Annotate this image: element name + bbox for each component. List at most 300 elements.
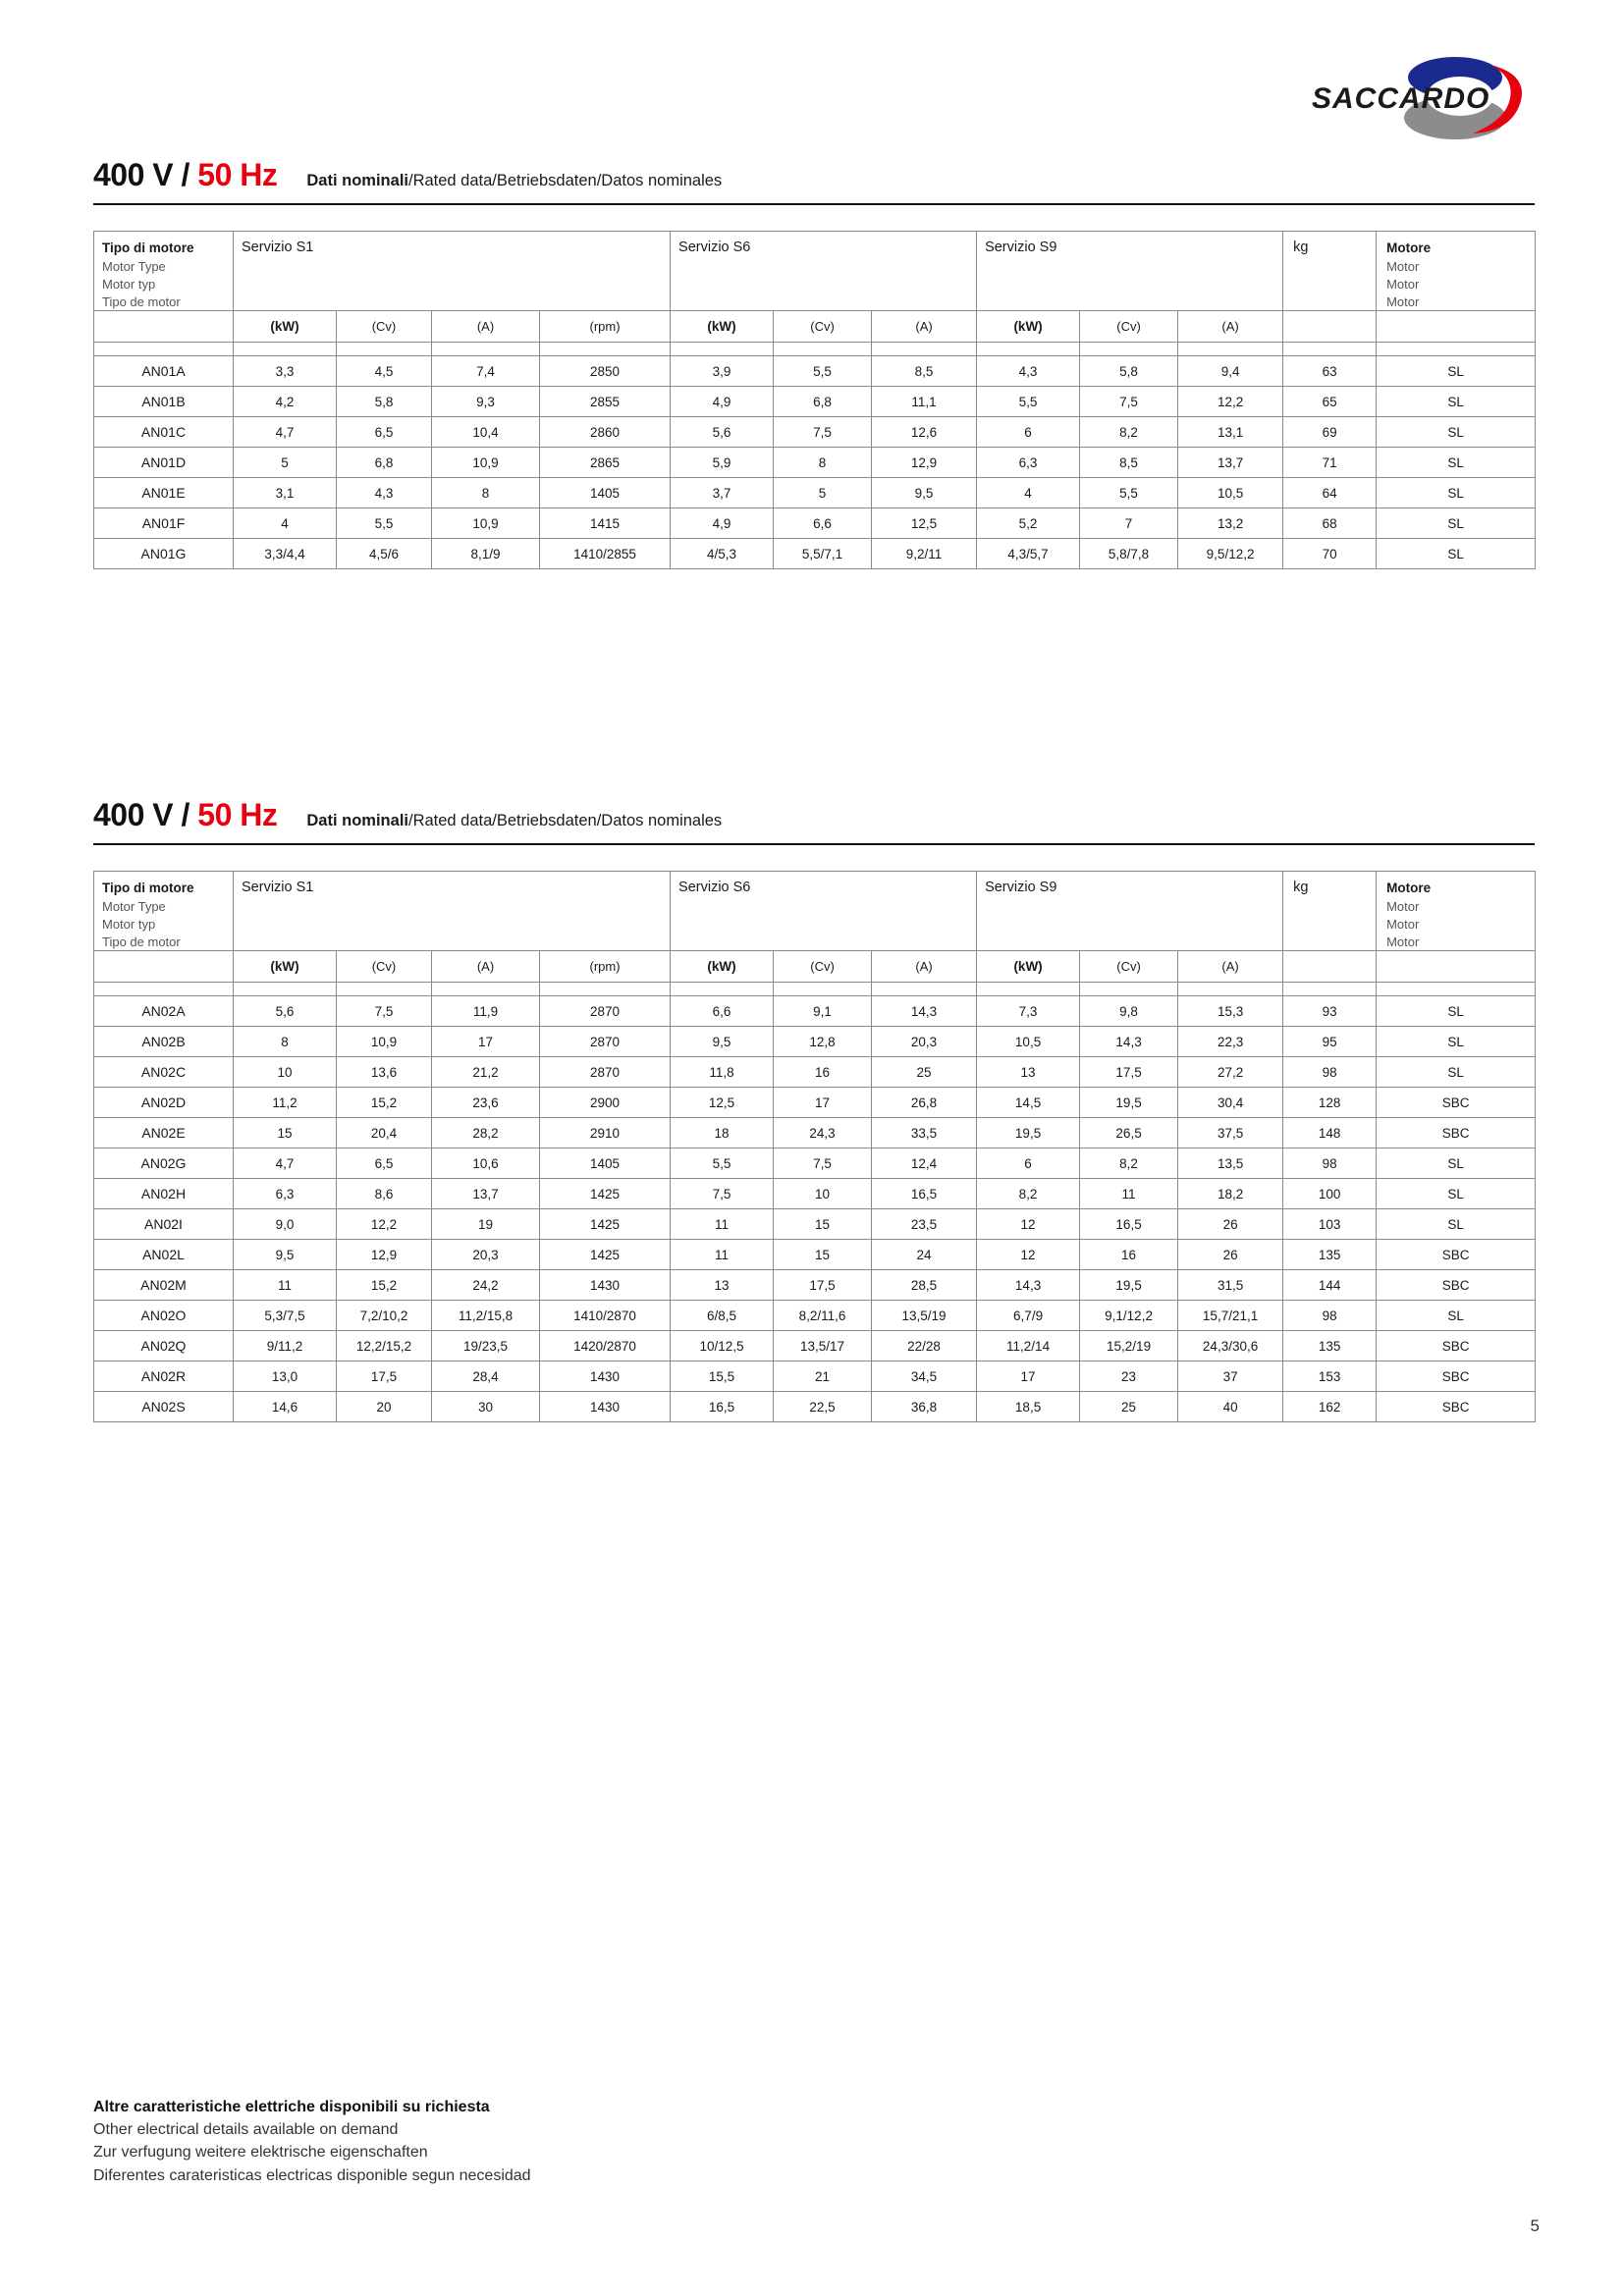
data-cell: SBC [1377,1270,1536,1301]
header-line: Motor Type [102,258,166,274]
unit-cell: (Cv) [1080,311,1178,343]
data-cell: 11,2 [234,1088,337,1118]
data-cell: 16 [774,1057,872,1088]
motor-type-cell: AN02H [94,1179,234,1209]
unit-cell [1283,311,1377,343]
data-cell: 5,5 [671,1148,774,1179]
data-cell: 17,5 [1080,1057,1178,1088]
motor-type-cell: AN02E [94,1118,234,1148]
data-cell: 162 [1283,1392,1377,1422]
section-400v-50hz-1 [93,157,1535,569]
data-cell: 64 [1283,478,1377,508]
data-cell: 20,4 [337,1118,432,1148]
spacer-cell [540,343,671,356]
data-cell: 10/12,5 [671,1331,774,1362]
spacer-cell [234,343,337,356]
data-cell: 14,3 [1080,1027,1178,1057]
data-cell: 5,8 [1080,356,1178,387]
svg-text:SACCARDO: SACCARDO [1312,82,1490,115]
spacer-cell [1178,983,1283,996]
data-cell: SBC [1377,1331,1536,1362]
data-cell: 1420/2870 [540,1331,671,1362]
spacer-cell [1080,343,1178,356]
data-cell: 13,7 [1178,448,1283,478]
data-cell: 16,5 [671,1392,774,1422]
unit-cell: (A) [1178,311,1283,343]
data-cell: 103 [1283,1209,1377,1240]
data-cell: 5,2 [977,508,1080,539]
data-cell: 9,8 [1080,996,1178,1027]
data-cell: 5,5 [774,356,872,387]
table-spacer-row [94,343,1536,356]
header-kg: kg [1283,232,1377,311]
data-cell: 19/23,5 [432,1331,540,1362]
data-cell: 71 [1283,448,1377,478]
data-cell: 20,3 [432,1240,540,1270]
data-cell: 100 [1283,1179,1377,1209]
unit-cell: (Cv) [337,951,432,983]
unit-cell [1377,951,1536,983]
table-units-row [94,311,1536,343]
data-cell: 25 [1080,1392,1178,1422]
data-cell: 7,5 [671,1179,774,1209]
data-cell: 11 [671,1240,774,1270]
table-row [94,1057,1536,1088]
data-cell: 5,6 [234,996,337,1027]
data-cell: 12,9 [337,1240,432,1270]
data-cell: 15,5 [671,1362,774,1392]
data-cell: 12,2/15,2 [337,1331,432,1362]
data-cell: 8,6 [337,1179,432,1209]
unit-cell: (Cv) [774,311,872,343]
data-cell: SBC [1377,1118,1536,1148]
table-row [94,1362,1536,1392]
motor-type-cell: AN02S [94,1392,234,1422]
table-row [94,1301,1536,1331]
data-cell: 9,5/12,2 [1178,539,1283,569]
section-subtitle [306,812,722,830]
data-cell: 23 [1080,1362,1178,1392]
spacer-cell [1283,983,1377,996]
spacer-cell [671,983,774,996]
data-cell: 65 [1283,387,1377,417]
data-cell: 10,9 [337,1027,432,1057]
unit-cell: (Cv) [1080,951,1178,983]
data-cell: 24,2 [432,1270,540,1301]
motor-type-cell: AN01F [94,508,234,539]
data-cell: 15,2 [337,1088,432,1118]
spacer-cell [977,983,1080,996]
saccardo-logo [1298,51,1543,141]
unit-cell: (rpm) [540,951,671,983]
data-cell: 4,3 [337,478,432,508]
data-cell: 2860 [540,417,671,448]
data-cell: 1405 [540,1148,671,1179]
data-cell: 7 [1080,508,1178,539]
data-cell: 18,2 [1178,1179,1283,1209]
data-cell: 7,5 [774,417,872,448]
data-cell: 8,2 [1080,417,1178,448]
data-cell: 17 [977,1362,1080,1392]
header-line: Motore [1386,881,1432,895]
data-cell: 23,6 [432,1088,540,1118]
data-cell: 17,5 [774,1270,872,1301]
data-cell: 1430 [540,1362,671,1392]
spec-table-2 [93,871,1536,1422]
data-cell: 2870 [540,1057,671,1088]
data-cell: SL [1377,1148,1536,1179]
header-servizio-s6: Servizio S6 [671,872,977,951]
data-cell: 11,2/14 [977,1331,1080,1362]
data-cell: 10,4 [432,417,540,448]
data-cell: 6,6 [774,508,872,539]
header-motore [1377,232,1536,311]
data-cell: 19,5 [1080,1088,1178,1118]
table-row [94,1148,1536,1179]
data-cell: 11,2/15,8 [432,1301,540,1331]
data-cell: 24 [872,1240,977,1270]
data-cell: SL [1377,356,1536,387]
motor-type-cell: AN02R [94,1362,234,1392]
spacer-cell [872,343,977,356]
data-cell: 25 [872,1057,977,1088]
data-cell: 12,4 [872,1148,977,1179]
data-cell: 9,0 [234,1209,337,1240]
data-cell: 13 [977,1057,1080,1088]
data-cell: 93 [1283,996,1377,1027]
data-cell: 4,5/6 [337,539,432,569]
motor-type-cell: AN01D [94,448,234,478]
data-cell: 6,5 [337,417,432,448]
data-cell: 98 [1283,1148,1377,1179]
data-cell: 10,5 [1178,478,1283,508]
data-cell: 2870 [540,1027,671,1057]
data-cell: 13,5/17 [774,1331,872,1362]
data-cell: 36,8 [872,1392,977,1422]
table-row [94,417,1536,448]
data-cell: 68 [1283,508,1377,539]
data-cell: 30 [432,1392,540,1422]
data-cell: 6 [977,417,1080,448]
data-cell: 14,3 [977,1270,1080,1301]
data-cell: 15,7/21,1 [1178,1301,1283,1331]
data-cell: 8,2 [977,1179,1080,1209]
data-cell: 15 [774,1240,872,1270]
data-cell: 6 [977,1148,1080,1179]
table-row [94,1240,1536,1270]
header-servizio-s9: Servizio S9 [977,232,1283,311]
header-line: Tipo de motor [102,934,181,949]
data-cell: 8,1/9 [432,539,540,569]
data-cell: 8,2 [1080,1148,1178,1179]
data-cell: 22/28 [872,1331,977,1362]
data-cell: 16 [1080,1240,1178,1270]
data-cell: 18 [671,1118,774,1148]
data-cell: 13,6 [337,1057,432,1088]
data-cell: 30,4 [1178,1088,1283,1118]
table-row [94,1118,1536,1148]
data-cell: 40 [1178,1392,1283,1422]
data-cell: 2910 [540,1118,671,1148]
data-cell: 6,7/9 [977,1301,1080,1331]
data-cell: 95 [1283,1027,1377,1057]
data-cell: 26 [1178,1240,1283,1270]
data-cell: 63 [1283,356,1377,387]
data-cell: 26 [1178,1209,1283,1240]
data-cell: 21,2 [432,1057,540,1088]
data-cell: 8 [234,1027,337,1057]
unit-cell: (A) [1178,951,1283,983]
data-cell: 11,9 [432,996,540,1027]
data-cell: 10 [774,1179,872,1209]
data-cell: 6,3 [977,448,1080,478]
data-cell: 3,3/4,4 [234,539,337,569]
data-cell: 13,0 [234,1362,337,1392]
data-cell: 11,8 [671,1057,774,1088]
data-cell: 33,5 [872,1118,977,1148]
data-cell: 70 [1283,539,1377,569]
data-cell: 148 [1283,1118,1377,1148]
data-cell: SL [1377,1057,1536,1088]
data-cell: 12,2 [337,1209,432,1240]
header-line: Motor typ [102,916,156,932]
data-cell: 6/8,5 [671,1301,774,1331]
spacer-cell [94,983,234,996]
motor-type-cell: AN02C [94,1057,234,1088]
subtitle-rest: /Rated data/Betriebsdaten/Datos nominales [407,812,723,829]
data-cell: 5,6 [671,417,774,448]
data-cell: 4,9 [671,508,774,539]
spacer-cell [872,983,977,996]
data-cell: 21 [774,1362,872,1392]
page-number: 5 [1530,2216,1540,2235]
spacer-cell [1080,983,1178,996]
motor-type-cell: AN02G [94,1148,234,1179]
spacer-cell [540,983,671,996]
header-line: Motor [1386,276,1420,292]
motor-type-cell: AN02B [94,1027,234,1057]
unit-cell: (A) [872,951,977,983]
data-cell: 7,4 [432,356,540,387]
table-row [94,356,1536,387]
table-body-2 [94,996,1536,1422]
data-cell: 98 [1283,1057,1377,1088]
data-cell: 69 [1283,417,1377,448]
motor-type-cell: AN02I [94,1209,234,1240]
spacer-cell [774,983,872,996]
data-cell: SL [1377,1301,1536,1331]
data-cell: 2900 [540,1088,671,1118]
data-cell: 12 [977,1240,1080,1270]
data-cell: SBC [1377,1088,1536,1118]
data-cell: 4 [234,508,337,539]
data-cell: 7,3 [977,996,1080,1027]
table-spacer-row [94,983,1536,996]
header-line: Motor [1386,294,1420,309]
table-row [94,996,1536,1027]
table-row [94,539,1536,569]
data-cell: 9,1/12,2 [1080,1301,1178,1331]
note-line-4: Diferentes carateristicas electricas disponible segun necesidad [93,2166,531,2184]
data-cell: SBC [1377,1240,1536,1270]
motor-type-cell: AN02L [94,1240,234,1270]
note-line-1: Altre caratteristiche elettriche disponibili su richiesta [93,2099,490,2115]
unit-cell: (A) [432,311,540,343]
section-title [93,157,1535,199]
data-cell: 4,3/5,7 [977,539,1080,569]
data-cell: 2870 [540,996,671,1027]
data-cell: 4,9 [671,387,774,417]
header-servizio-s6: Servizio S6 [671,232,977,311]
subtitle-rest: /Rated data/Betriebsdaten/Datos nominales [407,172,723,189]
data-cell: 27,2 [1178,1057,1283,1088]
header-line: Motor Type [102,898,166,914]
data-cell: 153 [1283,1362,1377,1392]
unit-cell: (A) [432,951,540,983]
data-cell: 24,3 [774,1118,872,1148]
spacer-cell [1377,343,1536,356]
data-cell: 4,7 [234,1148,337,1179]
data-cell: 16,5 [1080,1209,1178,1240]
motor-type-cell: AN02O [94,1301,234,1331]
data-cell: SL [1377,539,1536,569]
header-motore [1377,872,1536,951]
table-row [94,478,1536,508]
voltage-label: 400 V / [93,157,198,192]
data-cell: 10,6 [432,1148,540,1179]
data-cell: 11 [234,1270,337,1301]
data-cell: 1425 [540,1240,671,1270]
spacer-cell [337,983,432,996]
data-cell: 11 [671,1209,774,1240]
data-cell: 5,5 [1080,478,1178,508]
spacer-cell [1178,343,1283,356]
data-cell: 9,5 [872,478,977,508]
title-divider [93,843,1535,845]
unit-cell: (kW) [977,311,1080,343]
data-cell: 9,3 [432,387,540,417]
data-cell: 37 [1178,1362,1283,1392]
data-cell: 6,3 [234,1179,337,1209]
data-cell: 4,5 [337,356,432,387]
data-cell: 11,1 [872,387,977,417]
header-kg: kg [1283,872,1377,951]
unit-cell: (A) [872,311,977,343]
data-cell: 2850 [540,356,671,387]
data-cell: 4,7 [234,417,337,448]
data-cell: SL [1377,448,1536,478]
spacer-cell [337,343,432,356]
spacer-cell [432,983,540,996]
data-cell: 9,4 [1178,356,1283,387]
header-servizio-s9: Servizio S9 [977,872,1283,951]
data-cell: 7,5 [774,1148,872,1179]
header-line: Tipo di motore [102,240,194,255]
spacer-cell [1377,983,1536,996]
table-row [94,1027,1536,1057]
spacer-cell [671,343,774,356]
data-cell: 12,6 [872,417,977,448]
motor-type-cell: AN01E [94,478,234,508]
data-cell: SBC [1377,1392,1536,1422]
data-cell: 7,5 [337,996,432,1027]
motor-type-cell: AN01G [94,539,234,569]
data-cell: 12,8 [774,1027,872,1057]
data-cell: 1430 [540,1270,671,1301]
data-cell: 28,5 [872,1270,977,1301]
motor-type-cell: AN02D [94,1088,234,1118]
data-cell: 8,5 [872,356,977,387]
data-cell: 20,3 [872,1027,977,1057]
data-cell: 1425 [540,1179,671,1209]
data-cell: SL [1377,996,1536,1027]
data-cell: 31,5 [1178,1270,1283,1301]
motor-type-cell: AN02M [94,1270,234,1301]
data-cell: 5,3/7,5 [234,1301,337,1331]
data-cell: 6,6 [671,996,774,1027]
header-servizio-s1: Servizio S1 [234,232,671,311]
data-cell: 11 [1080,1179,1178,1209]
data-cell: 15,2/19 [1080,1331,1178,1362]
data-cell: 15 [774,1209,872,1240]
header-line: Motor [1386,916,1420,932]
data-cell: 3,3 [234,356,337,387]
data-cell: 1410/2870 [540,1301,671,1331]
data-cell: SL [1377,1179,1536,1209]
data-cell: 13,2 [1178,508,1283,539]
subtitle-bold: Dati nominali [306,172,408,189]
data-cell: 98 [1283,1301,1377,1331]
title-divider [93,203,1535,205]
data-cell: 12,9 [872,448,977,478]
data-cell: SL [1377,387,1536,417]
data-cell: 37,5 [1178,1118,1283,1148]
section-400v-50hz-2 [93,797,1535,1422]
data-cell: 3,7 [671,478,774,508]
unit-cell [94,951,234,983]
data-cell: 5,9 [671,448,774,478]
data-cell: 14,3 [872,996,977,1027]
data-cell: 3,1 [234,478,337,508]
motor-type-cell: AN01A [94,356,234,387]
subtitle-bold: Dati nominali [306,812,408,829]
spacer-cell [977,343,1080,356]
data-cell: 13,7 [432,1179,540,1209]
data-cell: 13,5 [1178,1148,1283,1179]
spacer-cell [774,343,872,356]
motor-type-cell: AN02Q [94,1331,234,1362]
table-header-groups [94,872,1536,951]
note-line-3: Zur verfugung weitere elektrische eigenschaften [93,2144,428,2162]
table-row [94,448,1536,478]
data-cell: 14,5 [977,1088,1080,1118]
data-cell: 1410/2855 [540,539,671,569]
data-cell: 10 [234,1057,337,1088]
header-line: Motor [1386,258,1420,274]
data-cell: 6,8 [337,448,432,478]
data-cell: 12,2 [1178,387,1283,417]
data-cell: 5 [234,448,337,478]
unit-cell: (kW) [234,311,337,343]
header-motor-type [94,872,234,951]
data-cell: 9/11,2 [234,1331,337,1362]
table-row [94,1331,1536,1362]
header-line: Tipo di motore [102,881,194,895]
data-cell: SL [1377,478,1536,508]
table-body-1 [94,356,1536,569]
spacer-cell [1283,343,1377,356]
data-cell: 8,2/11,6 [774,1301,872,1331]
